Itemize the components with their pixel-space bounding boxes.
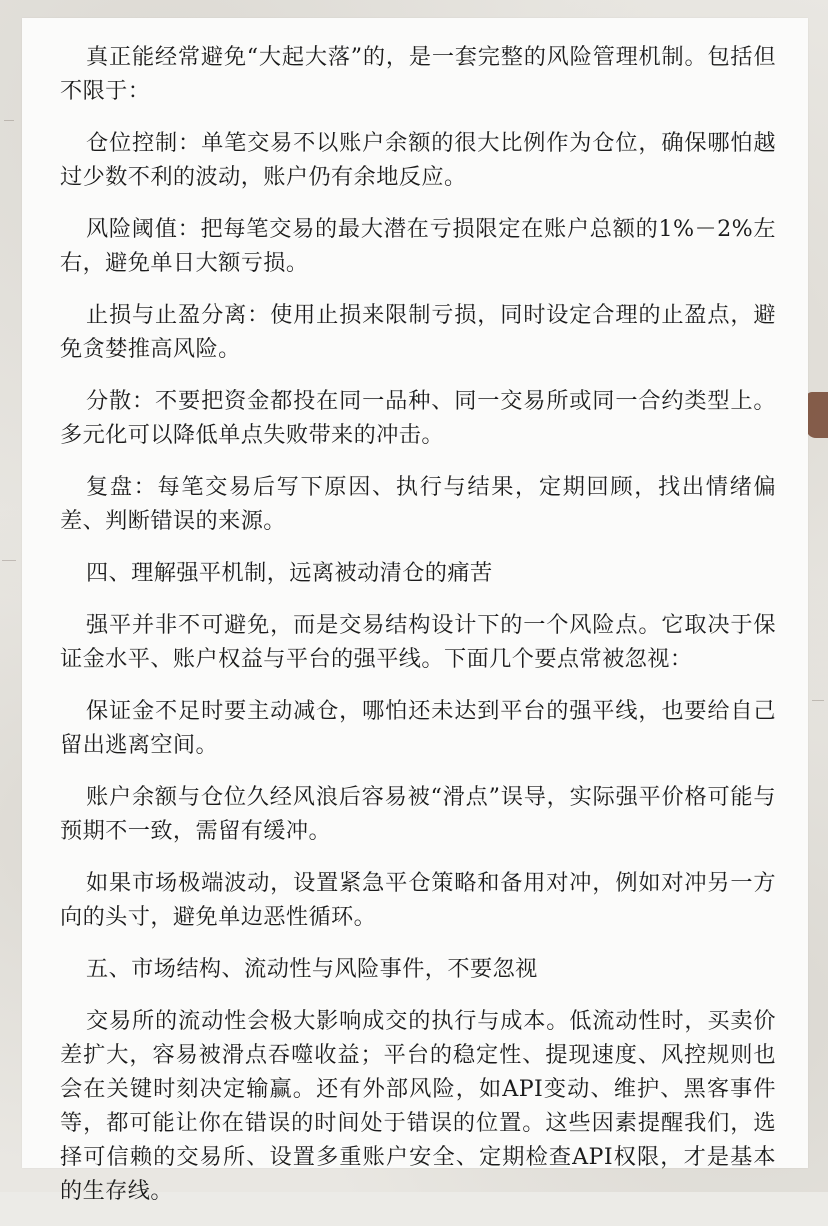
paragraph-stop-loss-take-profit: 止损与止盈分离：使用止损来限制亏损，同时设定合理的止盈点，避免贪婪推高风险。 [60, 302, 776, 362]
decorative-line [4, 120, 14, 121]
paragraph-slippage: 账户余额与仓位久经风浪后容易被“滑点”误导，实际强平价格可能与预期不一致，需留有缓冲。 [60, 784, 776, 844]
paragraph-position-control: 仓位控制：单笔交易不以账户余额的很大比例作为仓位，确保哪怕越过少数不利的波动，账户仍有余地反应。 [60, 130, 776, 190]
decorative-line [812, 700, 824, 701]
document-page [22, 18, 808, 1204]
paragraph-liquidation-intro: 强平并非不可避免，而是交易结构设计下的一个风险点。它取决于保证金水平、账户权益与平台的强平线。下面几个要点常被忽视： [60, 612, 776, 672]
document-body [60, 40, 776, 1226]
paragraph-risk-management-intro: 真正能经常避免“大起大落”的，是一套完整的风险管理机制。包括但不限于： [60, 44, 776, 104]
paragraph-diversification: 分散：不要把资金都投在同一品种、同一交易所或同一合约类型上。多元化可以降低单点失败带来的冲击。 [60, 388, 776, 448]
paragraph-risk-threshold: 风险阈值：把每笔交易的最大潜在亏损限定在账户总额的1%－2%左右，避免单日大额亏损。 [60, 216, 776, 276]
decorative-line [2, 560, 16, 561]
section-heading-market-structure: 五、市场结构、流动性与风险事件，不要忽视 [86, 956, 538, 982]
paragraph-margin-reduce: 保证金不足时要主动减仓，哪怕还未达到平台的强平线，也要给自己留出逃离空间。 [60, 698, 776, 758]
section-heading-liquidation: 四、理解强平机制，远离被动清仓的痛苦 [86, 560, 493, 586]
paragraph-liquidity: 交易所的流动性会极大影响成交的执行与成本。低流动性时，买卖价差扩大，容易被滑点吞噬收益；平台的稳定性、提现速度、风控规则也会在关键时刻决定输赢。还有外部风险，如API变动、维护、黑客事件等，都可能让你在错误的时间处于错误的位置。这些因素提醒我们，选择可信赖的交易所、设置多重账户安全、定期检查API权限，才是基本的生存线。 [60, 1008, 776, 1204]
paragraph-extreme-volatility: 如果市场极端波动，设置紧急平仓策略和备用对冲，例如对冲另一方向的头寸，避免单边恶性循环。 [60, 870, 776, 930]
decorative-accent-mark [806, 392, 828, 438]
paragraph-review: 复盘：每笔交易后写下原因、执行与结果，定期回顾，找出情绪偏差、判断错误的来源。 [60, 474, 776, 534]
